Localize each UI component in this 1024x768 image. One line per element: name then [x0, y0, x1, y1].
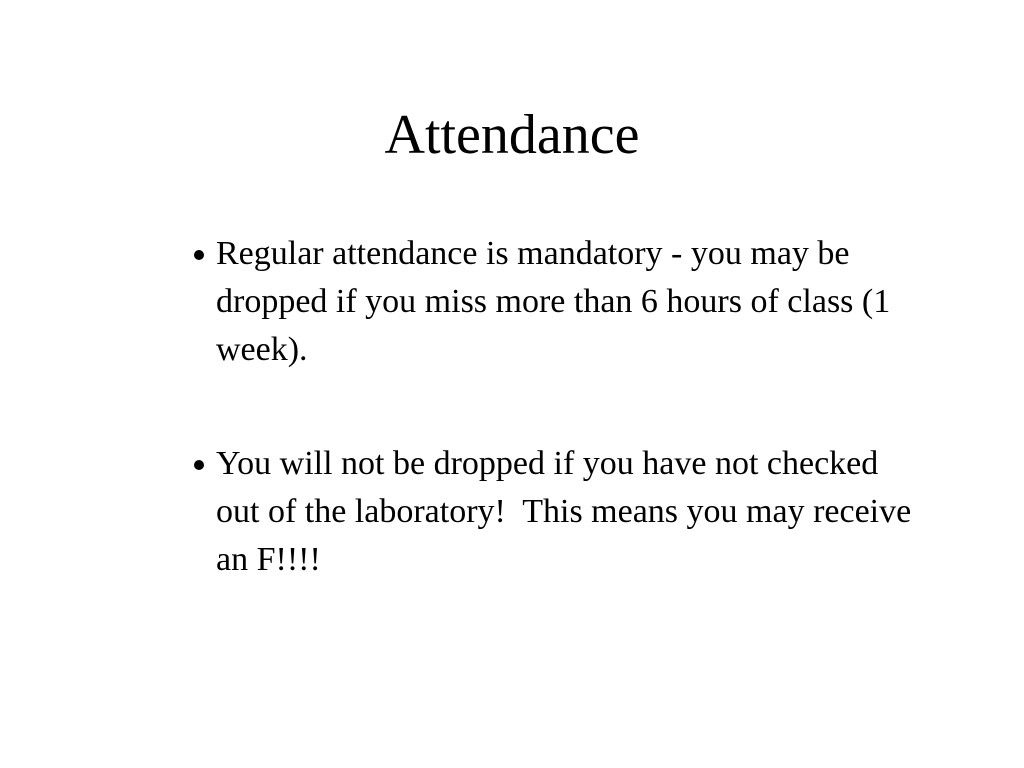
slide-title: Attendance	[384, 104, 640, 166]
bullet-dot-icon	[194, 460, 204, 470]
bullet-text: Regular attendance is mandatory - you may be dropped if you miss more than 6 hours of class (1 week).	[216, 235, 891, 368]
bullet-text: You will not be dropped if you have not checked out of the laboratory! This means you may receive an F!!!!	[216, 445, 920, 578]
bullet-item	[190, 440, 930, 584]
bullet-dot-icon	[194, 250, 204, 260]
bullet-item	[190, 230, 930, 374]
bullet-list	[190, 230, 930, 650]
